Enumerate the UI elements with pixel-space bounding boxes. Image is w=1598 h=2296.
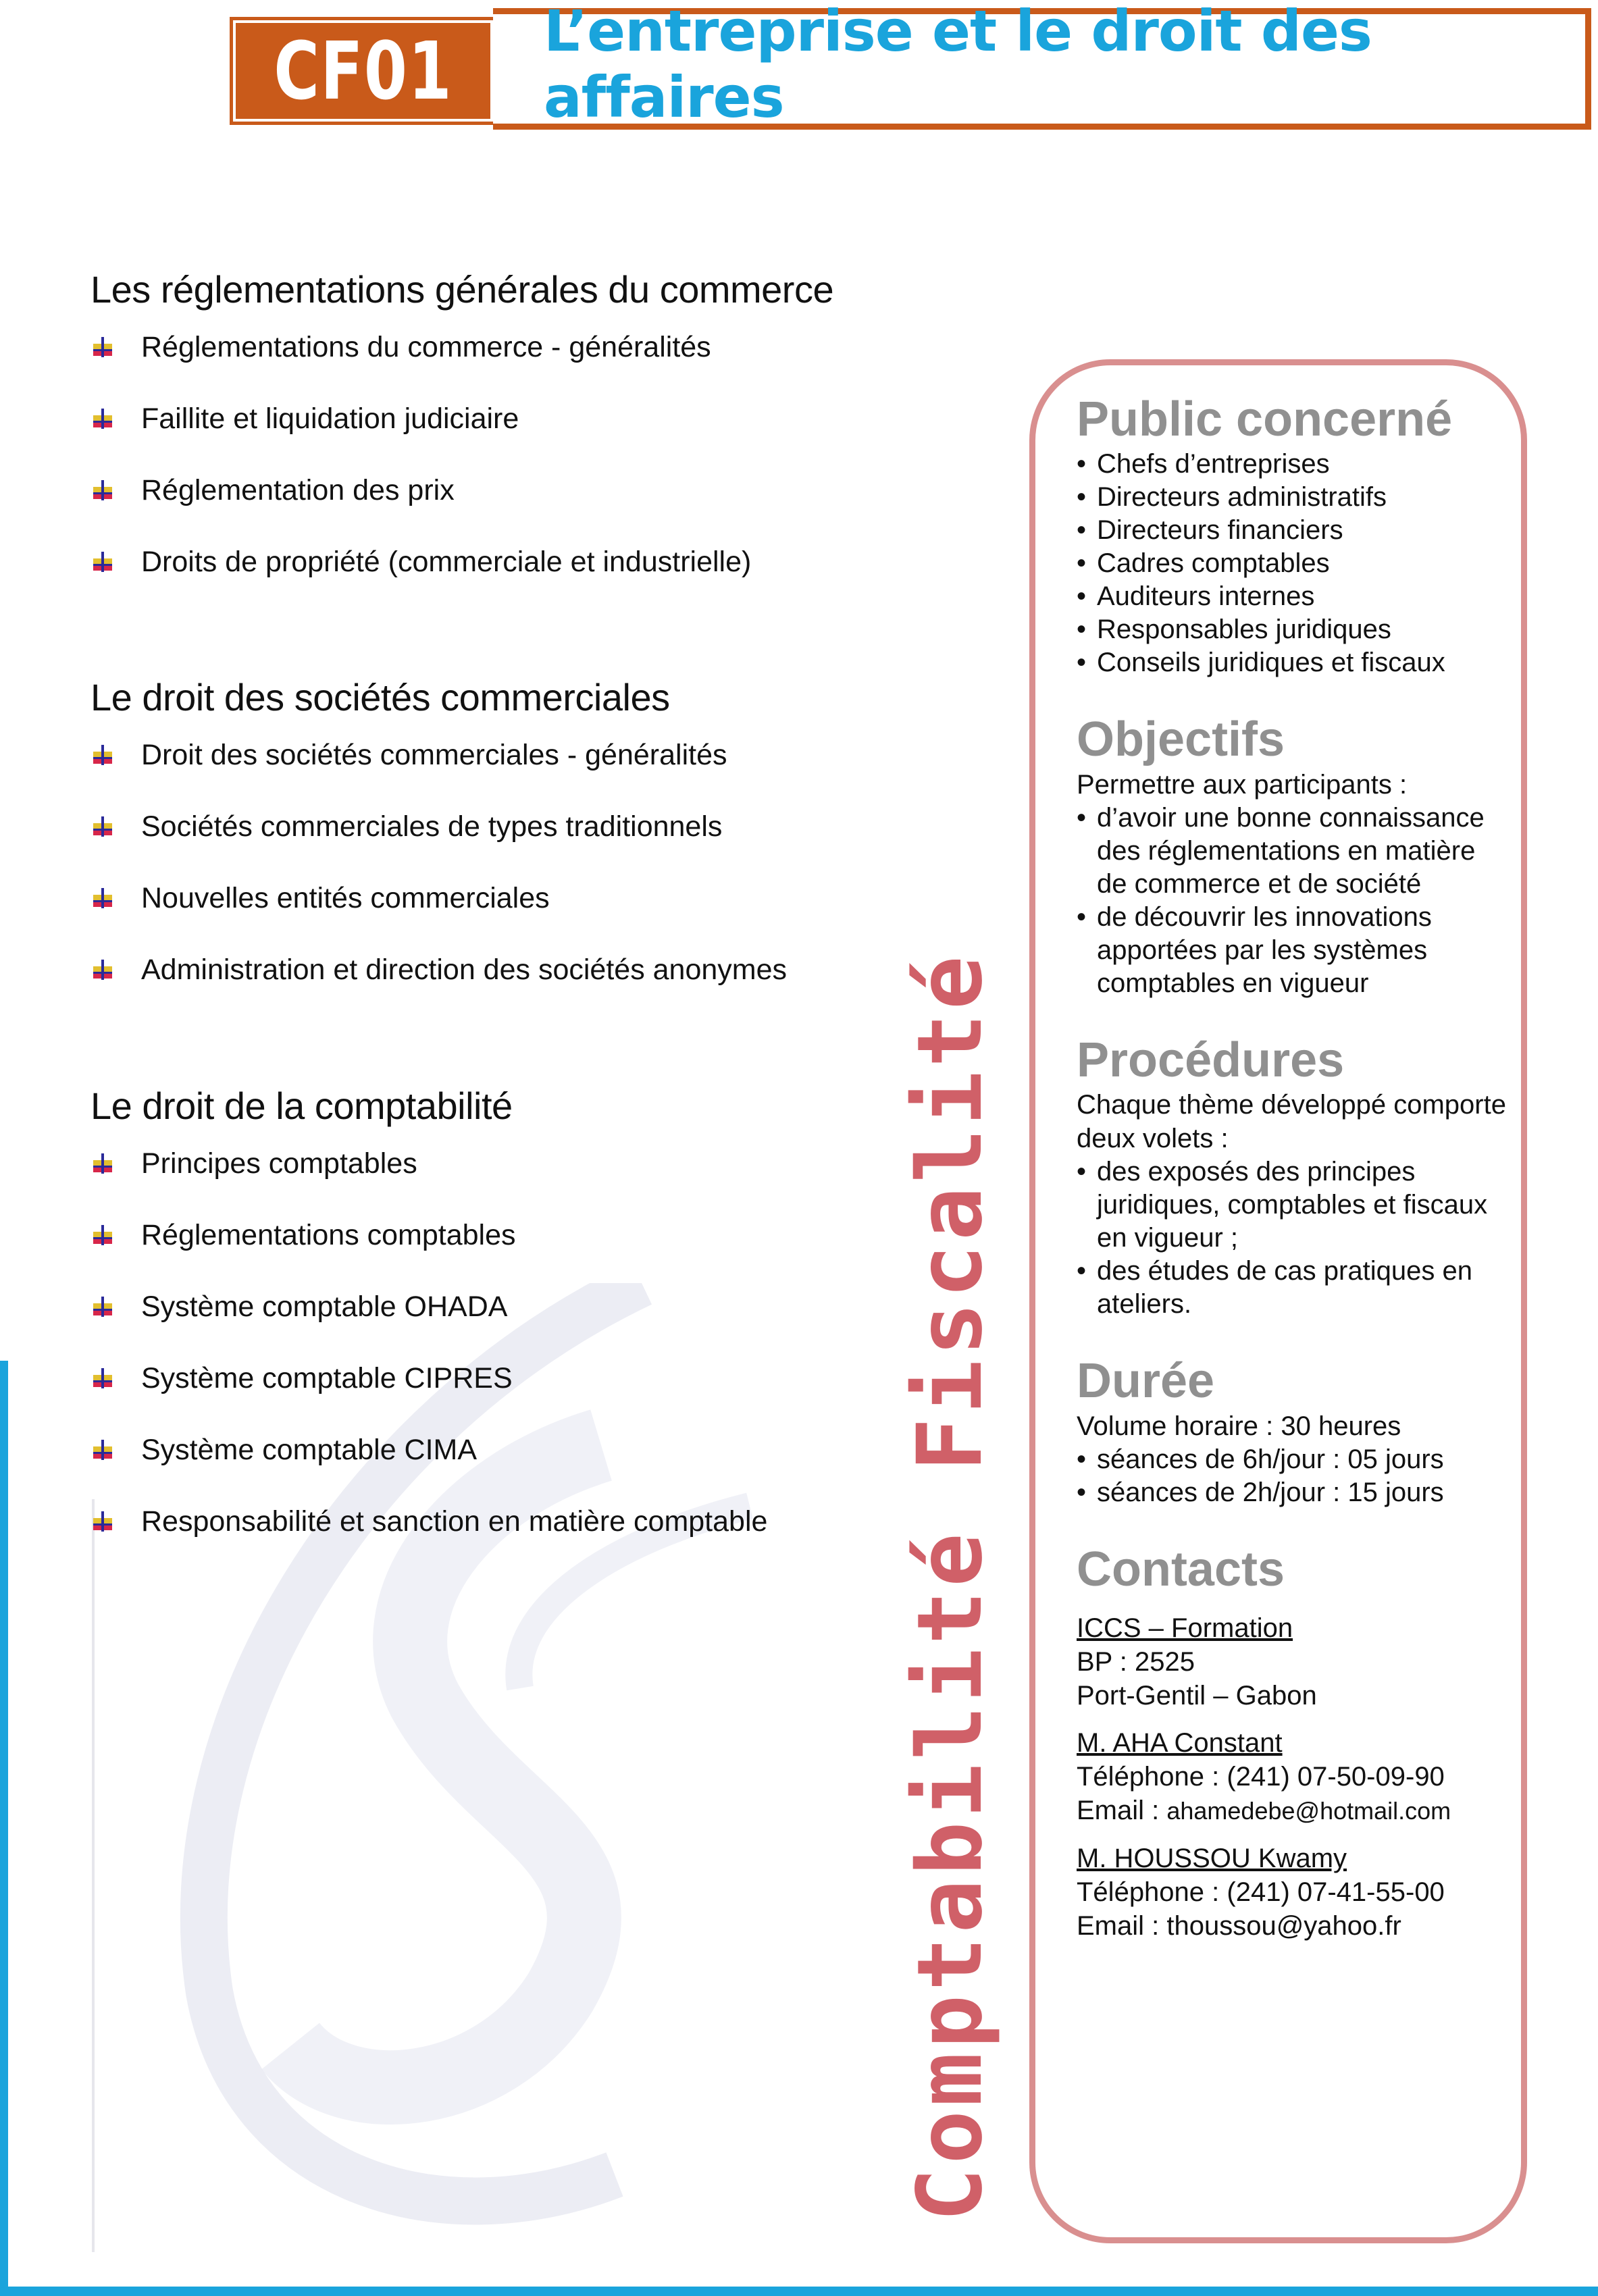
person1-email-line [1077, 1794, 1509, 1828]
title-container [500, 0, 1566, 130]
bullet-icon [91, 816, 115, 839]
bullet-icon [91, 745, 115, 768]
bullet-icon [91, 480, 115, 503]
list-item [91, 311, 914, 383]
list-item [91, 1342, 914, 1414]
bullet-icon [91, 552, 115, 575]
section-commerce [91, 267, 914, 598]
contacts-block [1077, 1542, 1509, 1943]
list-item: • Cadres comptables [1077, 547, 1509, 580]
page-title: L’entreprise et le droit des affaires [544, 0, 1372, 130]
list-item-label: Réglementation des prix [141, 474, 455, 506]
objectifs-block [1077, 712, 1509, 1000]
list-item: • d’avoir une bonne connaissance des réglementations en matière de commerce et de société [1077, 802, 1509, 901]
person2-phone: Téléphone : (241) 07-41-55-00 [1077, 1877, 1445, 1907]
duree-title: Durée [1077, 1354, 1215, 1409]
list-item: • Auditeurs internes [1077, 580, 1509, 613]
left-accent-bar [0, 1361, 8, 2296]
bullet-icon [91, 1297, 115, 1320]
duree-list [1077, 1443, 1509, 1509]
person2-name: M. HOUSSOU Kwamy [1077, 1843, 1347, 1873]
section-title: Le droit des sociétés commerciales [91, 676, 670, 719]
section-title: Les réglementations générales du commerce [91, 268, 834, 311]
section-comptabilite [91, 1084, 914, 1557]
bullet-icon [91, 960, 115, 983]
list-item: • Chefs d’entreprises [1077, 448, 1509, 481]
section-list [91, 1128, 914, 1557]
list-item: • séances de 2h/jour : 15 jours [1077, 1476, 1509, 1509]
person1-contact [1077, 1726, 1509, 1828]
list-item [91, 1414, 914, 1486]
list-item-label: Réglementations du commerce - généralités [141, 331, 711, 363]
list-item: • des exposés des principes juridiques, comptables et fiscaux en vigueur ; [1077, 1155, 1509, 1255]
list-item-label: Droit des sociétés commerciales - généralités [141, 739, 727, 771]
list-item: • Responsables juridiques [1077, 613, 1509, 646]
vertical-banner: Comptabilité Fiscalité [898, 951, 1002, 2222]
org-bp: BP : 2525 [1077, 1646, 1195, 1677]
org-city: Port-Gentil – Gabon [1077, 1680, 1317, 1711]
watermark-line [92, 1499, 95, 2252]
bullet-icon [91, 1368, 115, 1391]
list-item: • de découvrir les innovations apportées par les systèmes comptables en vigueur [1077, 901, 1509, 1000]
list-item-label: Sociétés commerciales de types traditionnels [141, 810, 723, 843]
list-item [91, 934, 914, 1006]
bullet-icon [91, 1511, 115, 1534]
bullet-icon [91, 1225, 115, 1248]
list-item [91, 791, 914, 862]
bottom-accent-bar [0, 2287, 1598, 2296]
section-societes [91, 675, 914, 1006]
person1-email-label: Email : [1077, 1795, 1167, 1825]
list-item-label: Principes comptables [141, 1147, 417, 1180]
list-item [91, 719, 914, 791]
section-list [91, 719, 914, 1006]
info-panel-content [1077, 392, 1509, 1975]
org-name: ICCS – Formation [1077, 1613, 1293, 1643]
list-item [91, 526, 914, 598]
list-item: • séances de 6h/jour : 05 jours [1077, 1443, 1509, 1476]
bullet-icon [91, 888, 115, 911]
public-title: Public concerné [1077, 392, 1453, 446]
list-item-label: Responsabilité et sanction en matière comptable [141, 1505, 768, 1538]
list-item [91, 1271, 914, 1342]
section-list [91, 311, 914, 598]
list-item-label: Système comptable CIMA [141, 1434, 478, 1466]
person2-contact [1077, 1842, 1509, 1943]
org-contact [1077, 1611, 1509, 1713]
public-block [1077, 392, 1509, 679]
list-item: • Conseils juridiques et fiscaux [1077, 646, 1509, 679]
course-code-badge [233, 20, 493, 122]
list-item [91, 1199, 914, 1271]
list-item: • Directeurs administratifs [1077, 481, 1509, 514]
contacts-title: Contacts [1077, 1542, 1285, 1597]
bullet-icon [91, 1440, 115, 1463]
procedures-title: Procédures [1077, 1033, 1345, 1087]
section-title: Le droit de la comptabilité [91, 1085, 513, 1127]
list-item-label: Droits de propriété (commerciale et industrielle) [141, 546, 752, 578]
person1-phone: Téléphone : (241) 07-50-09-90 [1077, 1761, 1445, 1792]
objectifs-list [1077, 802, 1509, 1000]
list-item-label: Administration et direction des sociétés anonymes [141, 954, 788, 986]
bullet-icon [91, 1153, 115, 1176]
list-item [91, 454, 914, 526]
person1-email[interactable]: ahamedebe@hotmail.com [1166, 1796, 1451, 1825]
public-list [1077, 448, 1509, 679]
list-item: • des études de cas pratiques en ateliers. [1077, 1255, 1509, 1321]
list-item [91, 862, 914, 934]
list-item-label: Faillite et liquidation judiciaire [141, 402, 519, 435]
list-item [91, 383, 914, 454]
person2-email[interactable]: Email : thoussou@yahoo.fr [1077, 1910, 1401, 1941]
list-item-label: Système comptable OHADA [141, 1290, 508, 1323]
duree-block [1077, 1353, 1509, 1509]
procedures-list [1077, 1155, 1509, 1321]
bullet-icon [91, 409, 115, 432]
objectifs-title: Objectifs [1077, 712, 1285, 766]
list-item-label: Nouvelles entités commerciales [141, 882, 550, 914]
bullet-icon [91, 337, 115, 360]
objectifs-intro: Permettre aux participants : [1077, 769, 1408, 800]
list-item-label: Réglementations comptables [141, 1219, 516, 1251]
person1-name: M. AHA Constant [1077, 1727, 1283, 1758]
duree-intro: Volume horaire : 30 heures [1077, 1411, 1401, 1442]
list-item-label: Système comptable CIPRES [141, 1362, 513, 1394]
procedures-block [1077, 1033, 1509, 1322]
list-item [91, 1128, 914, 1199]
list-item [91, 1486, 914, 1557]
list-item: • Directeurs financiers [1077, 514, 1509, 547]
procedures-intro: Chaque thème développé comporte deux volets : [1077, 1090, 1506, 1154]
course-code: CF01 [274, 24, 453, 118]
